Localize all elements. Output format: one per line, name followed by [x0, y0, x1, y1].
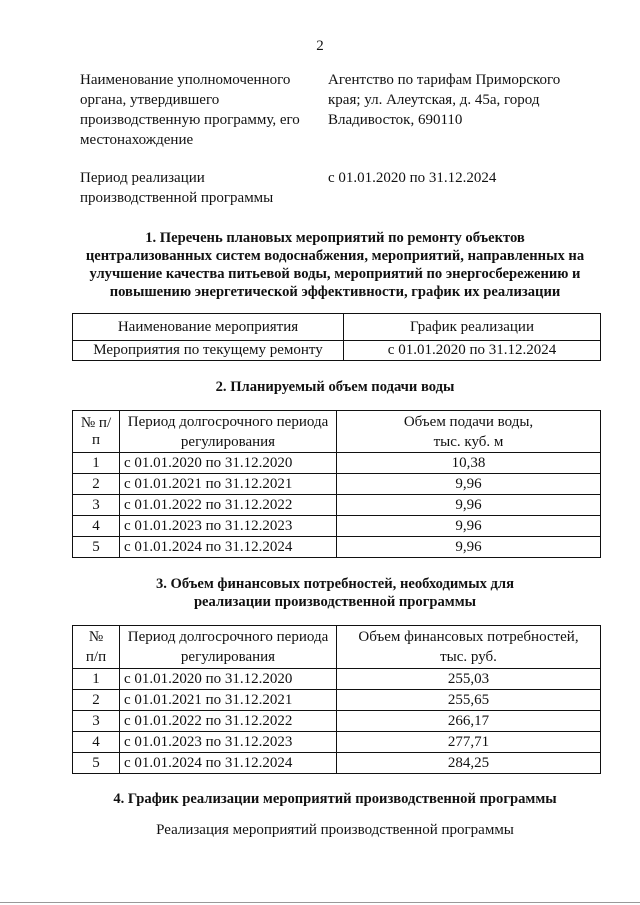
section3-title-line: реализации производственной программы: [193, 594, 477, 610]
finance-cell: 284,25: [337, 753, 601, 774]
period-cell: с 01.01.2021 по 31.12.2021: [120, 690, 337, 711]
period-cell: с 01.01.2021 по 31.12.2021: [120, 474, 337, 495]
section3-title-line: 3. Объем финансовых потребностей, необходимых для: [155, 576, 515, 592]
table-row: [73, 495, 601, 516]
water-volume-table: [72, 410, 601, 558]
section1-title: [70, 229, 600, 301]
table-row: [73, 341, 601, 361]
table-row: [73, 453, 601, 474]
section4-subtitle: Реализация мероприятий производственной программы: [156, 822, 514, 838]
period-cell: с 01.01.2023 по 31.12.2023: [120, 516, 337, 537]
header-line: Период долгосрочного периода: [127, 629, 329, 645]
row-number-cell: 1: [73, 669, 120, 690]
finance-cell: 255,03: [337, 669, 601, 690]
section1-title-line: повышению энергетической эффективности, график их реализации: [109, 284, 561, 300]
row-number-cell: 3: [73, 711, 120, 732]
row-number-cell: 2: [73, 690, 120, 711]
section3-title: [70, 575, 600, 611]
authority-value-line: Агентство по тарифам Приморского: [328, 72, 561, 88]
table-row: [73, 711, 601, 732]
authority-label: [80, 70, 305, 150]
table-header-row: [73, 411, 601, 453]
page-bottom-edge: [0, 902, 640, 903]
header-line: тыс. куб. м: [433, 433, 504, 450]
section1-title-line: централизованных систем водоснабжения, мероприятий, направленных на: [85, 248, 585, 264]
table-row: [73, 669, 601, 690]
header-line: регулирования: [180, 433, 276, 450]
row-number-cell: 5: [73, 537, 120, 558]
column-header-period: [120, 411, 337, 453]
header-line: п/п: [85, 649, 107, 665]
volume-cell: 9,96: [337, 474, 601, 495]
column-header-finance: [337, 626, 601, 669]
table-row: [73, 516, 601, 537]
header-line: Объем подачи воды,: [403, 413, 534, 430]
event-name-cell: Мероприятия по текущему ремонту: [73, 341, 344, 361]
table-row: [73, 537, 601, 558]
period-cell: с 01.01.2022 по 31.12.2022: [120, 711, 337, 732]
column-header-event-name: Наименование мероприятия: [73, 314, 344, 341]
column-header-number: № п/п: [73, 411, 120, 453]
authority-value-line: края; ул. Алеутская, д. 45а, город: [328, 92, 540, 108]
header-line: Объем финансовых потребностей,: [358, 629, 579, 645]
event-schedule-cell: с 01.01.2020 по 31.12.2024: [344, 341, 601, 361]
table-row: [73, 690, 601, 711]
header-line: Период долгосрочного периода: [127, 413, 329, 430]
authority-label-line: органа, утвердившего: [80, 92, 220, 108]
row-number-cell: 4: [73, 516, 120, 537]
finance-cell: 266,17: [337, 711, 601, 732]
period-cell: с 01.01.2020 по 31.12.2020: [120, 669, 337, 690]
row-number-cell: 3: [73, 495, 120, 516]
period-cell: с 01.01.2024 по 31.12.2024: [120, 537, 337, 558]
period-label-line: производственной программы: [80, 190, 274, 206]
authority-value-line: Владивосток, 690110: [328, 112, 463, 128]
row-number-cell: 1: [73, 453, 120, 474]
authority-label-line: Наименование уполномоченного: [80, 72, 291, 88]
table-row: [73, 474, 601, 495]
column-header-period: [120, 626, 337, 669]
column-header-volume: [337, 411, 601, 453]
section4-title: 4. График реализации мероприятий производственной программы: [113, 791, 557, 807]
page-number: 2: [316, 38, 324, 54]
period-value: с 01.01.2020 по 31.12.2024: [328, 170, 497, 186]
authority-label-line: производственную программу, его: [80, 112, 300, 128]
header-line: №: [88, 629, 104, 645]
events-table: [72, 313, 601, 361]
period-label: [80, 168, 305, 208]
row-number-cell: 5: [73, 753, 120, 774]
authority-label-line: местонахождение: [80, 132, 194, 148]
section2-title: 2. Планируемый объем подачи воды: [215, 379, 455, 395]
volume-cell: 9,96: [337, 537, 601, 558]
finance-cell: 277,71: [337, 732, 601, 753]
column-header-number: [73, 626, 120, 669]
table-row: [73, 753, 601, 774]
section1-title-line: 1. Перечень плановых мероприятий по ремонту объектов: [145, 230, 525, 246]
volume-cell: 9,96: [337, 516, 601, 537]
finance-cell: 255,65: [337, 690, 601, 711]
section1-title-line: улучшение качества питьевой воды, мероприятий по энергосбережению и: [89, 266, 581, 282]
period-cell: с 01.01.2023 по 31.12.2023: [120, 732, 337, 753]
row-number-cell: 4: [73, 732, 120, 753]
header-line: тыс. руб.: [440, 649, 497, 665]
volume-cell: 9,96: [337, 495, 601, 516]
table-row: [73, 732, 601, 753]
period-label-line: Период реализации: [80, 170, 205, 186]
finance-table: [72, 625, 601, 774]
volume-cell: 10,38: [337, 453, 601, 474]
header-line: регулирования: [180, 649, 276, 665]
table-header-row: [73, 626, 601, 669]
column-header-schedule: График реализации: [344, 314, 601, 341]
authority-value: [328, 70, 578, 130]
table-header-row: [73, 314, 601, 341]
period-cell: с 01.01.2020 по 31.12.2020: [120, 453, 337, 474]
period-cell: с 01.01.2022 по 31.12.2022: [120, 495, 337, 516]
row-number-cell: 2: [73, 474, 120, 495]
period-cell: с 01.01.2024 по 31.12.2024: [120, 753, 337, 774]
